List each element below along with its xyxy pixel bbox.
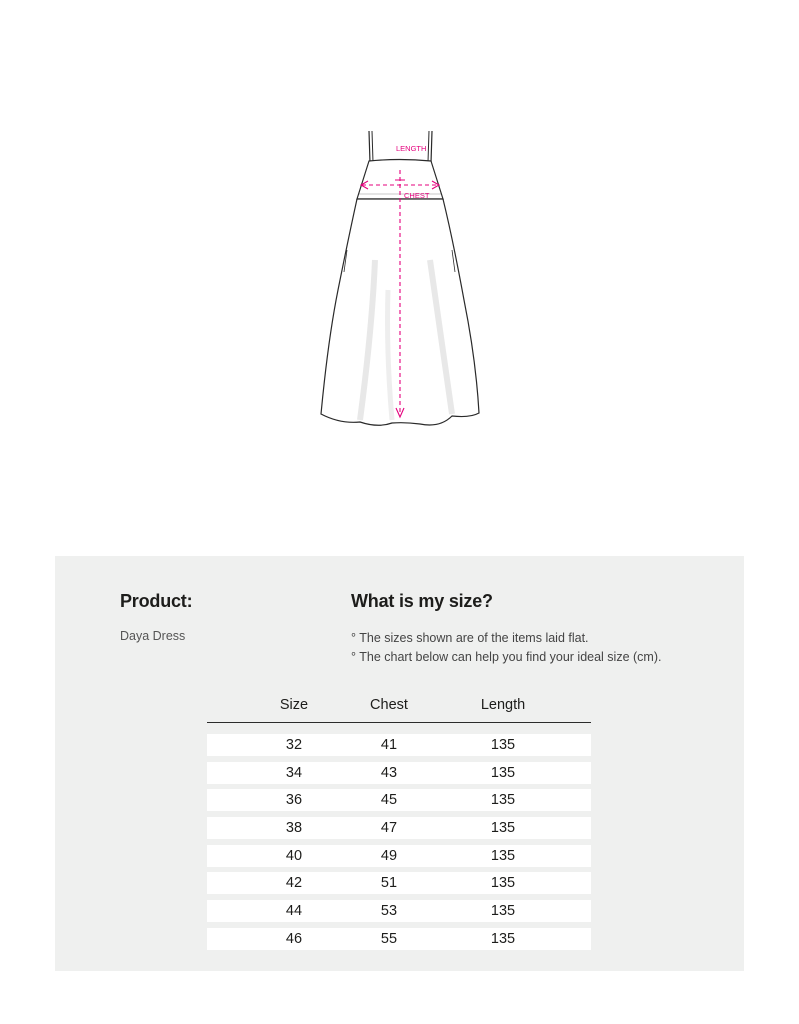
table-row (207, 762, 591, 784)
length-cell: 135 (490, 792, 516, 809)
table-body (207, 734, 591, 950)
table-row (207, 872, 591, 894)
size-cell: 42 (285, 875, 303, 892)
chest-cell: 47 (380, 820, 398, 837)
product-name: Daya Dress (120, 629, 186, 643)
length-cell: 135 (490, 875, 516, 892)
column-header-chest: Chest (370, 697, 408, 713)
chest-cell: 43 (380, 764, 398, 781)
chest-cell: 49 (380, 847, 398, 864)
length-cell: 135 (490, 903, 516, 920)
size-cell: 44 (285, 903, 303, 920)
chest-cell: 55 (380, 930, 398, 947)
table-row (207, 845, 591, 867)
chest-cell: 45 (380, 792, 398, 809)
length-cell: 135 (490, 764, 516, 781)
chest-cell: 53 (380, 903, 398, 920)
size-notes (351, 629, 661, 667)
size-cell: 36 (285, 792, 303, 809)
size-cell: 46 (285, 930, 303, 947)
table-row (207, 928, 591, 950)
length-cell: 135 (490, 737, 516, 753)
product-heading: Product: (120, 591, 193, 611)
length-cell: 135 (490, 930, 516, 947)
chest-cell: 51 (380, 875, 398, 892)
table-row (207, 789, 591, 811)
column-header-length: Length (480, 697, 526, 713)
column-header-size: Size (279, 697, 309, 713)
table-header (207, 694, 591, 723)
length-label: LENGTH (396, 144, 427, 153)
size-note: ° The chart below can help you find your ideal size (cm). (351, 650, 662, 664)
size-guide-heading: What is my size? (351, 591, 493, 611)
length-cell: 135 (490, 820, 516, 837)
size-info-panel (55, 556, 744, 971)
table-row (207, 900, 591, 922)
chest-cell: 41 (380, 737, 398, 753)
chest-label: CHEST (404, 191, 430, 200)
size-cell: 38 (285, 820, 303, 837)
size-cell: 34 (285, 764, 303, 781)
length-cell: 135 (490, 847, 516, 864)
size-cell: 40 (285, 847, 303, 864)
table-row (207, 734, 591, 756)
size-note: ° The sizes shown are of the items laid flat. (351, 631, 589, 645)
table-row (207, 817, 591, 839)
size-table (207, 694, 591, 956)
size-cell: 32 (285, 737, 303, 753)
